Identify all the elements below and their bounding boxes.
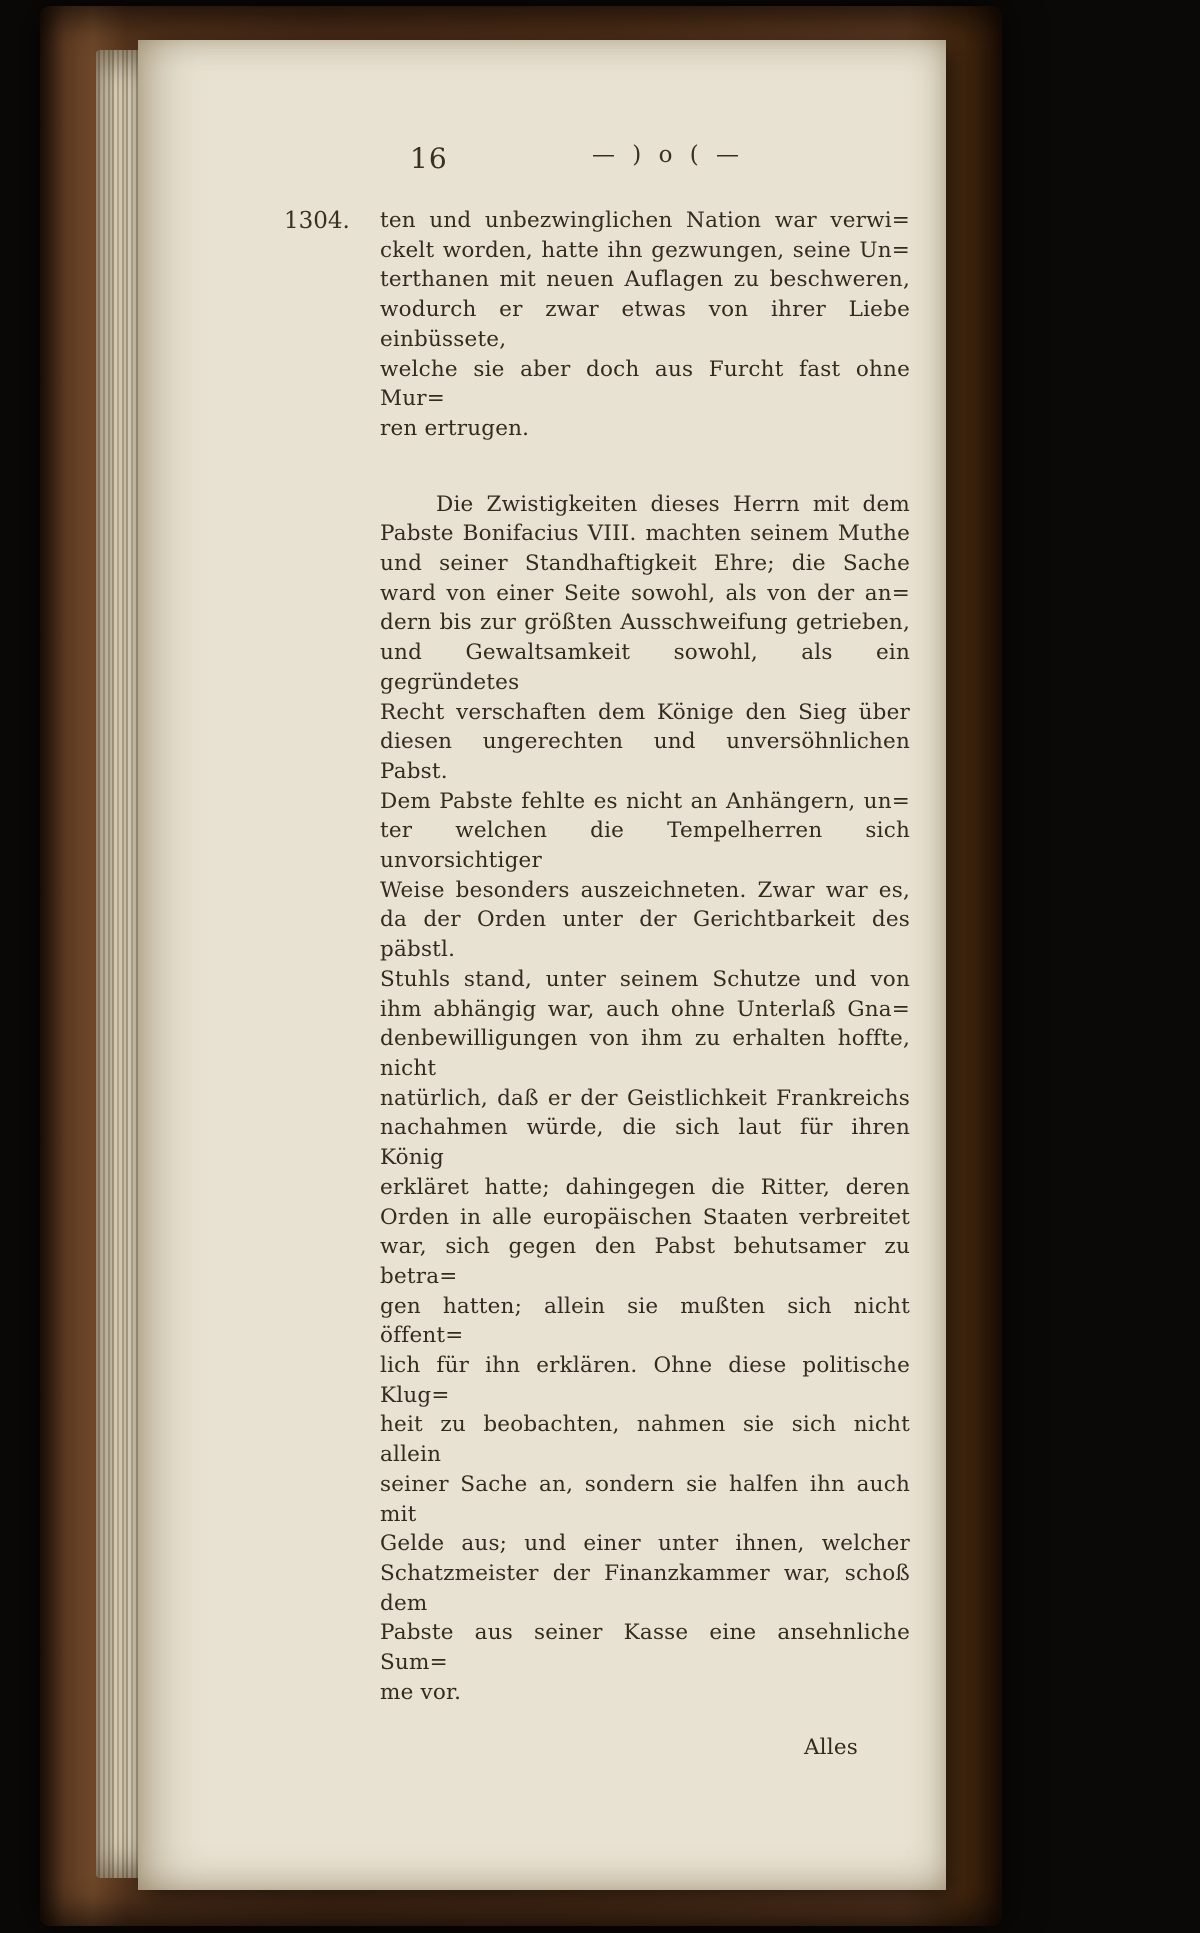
text-line: war, sich gegen den Pabst behutsamer zu betra= xyxy=(380,1234,910,1289)
text-line: Die Zwistigkeiten dieses Herrn mit dem xyxy=(436,491,910,517)
text-line: seiner Sache an, sondern sie halfen ihn auch mit xyxy=(380,1471,910,1527)
text-line: nachahmen würde, die sich laut für ihren König xyxy=(380,1115,910,1171)
catchword: Alles xyxy=(803,1735,858,1761)
text-line: Gelde aus; und einer unter ihnen, welcher xyxy=(380,1531,910,1557)
text-line: ter welchen die Tempelherren sich unvorsichtiger xyxy=(380,818,910,874)
book-page xyxy=(138,40,946,1890)
text-line: ckelt worden, hatte ihn gezwungen, seine Un= xyxy=(380,237,910,263)
text-line: erkläret hatte; dahingegen die Ritter, deren xyxy=(380,1174,910,1200)
text-line: Stuhls stand, unter seinem Schutze und von xyxy=(380,966,910,992)
text-block xyxy=(380,206,910,1763)
text-line: ten und unbezwinglichen Nation war verwi= xyxy=(380,208,910,233)
text-line: terthanen mit neuen Auflagen zu beschweren, xyxy=(380,267,910,293)
text-line: welche sie aber doch aus Furcht fast ohne Mur= xyxy=(380,356,910,412)
text-line: gen hatten; allein sie mußten sich nicht öffent= xyxy=(380,1293,910,1349)
text-line: ward von einer Seite sowohl, als von der an= xyxy=(380,580,910,606)
text-line: Schatzmeister der Finanzkammer war, schoß dem xyxy=(380,1560,910,1616)
text-line: da der Orden unter der Gerichtbarkeit des päbstl. xyxy=(380,907,910,963)
text-line: und Gewaltsamkeit sowohl, als ein gegründetes xyxy=(380,640,910,695)
text-line: Recht verschaften dem Könige den Sieg über xyxy=(380,699,910,725)
text-line: Weise besonders auszeichneten. Zwar war es, xyxy=(380,877,910,903)
text-line: natürlich, daß er der Geistlichkeit Frankreichs xyxy=(380,1085,910,1111)
text-line: diesen ungerechten und unversöhnlichen Pabst. xyxy=(380,729,910,784)
paragraph xyxy=(380,490,910,1708)
text-line: denbewilligungen von ihm zu erhalten hoffte, nicht xyxy=(380,1026,910,1081)
text-line: heit zu beobachten, nahmen sie sich nicht allein xyxy=(380,1412,910,1468)
text-line: Dem Pabste fehlte es nicht an Anhängern, un= xyxy=(380,788,910,814)
text-line: me vor. xyxy=(380,1679,462,1705)
text-line: wodurch er zwar etwas von ihrer Liebe einbüssete, xyxy=(380,297,910,352)
page-number: 16 xyxy=(410,142,448,175)
margin-year: 1304. xyxy=(284,208,350,234)
text-line: und seiner Standhaftigkeit Ehre; die Sache xyxy=(380,551,910,577)
text-line: dern bis zur größten Ausschweifung getrieben, xyxy=(380,610,910,636)
text-line: Orden in alle europäischen Staaten verbreitet xyxy=(380,1204,910,1230)
text-line: Pabste aus seiner Kasse eine ansehnliche Sum= xyxy=(380,1620,910,1676)
paragraph xyxy=(380,206,910,444)
text-line: lich für ihn erklären. Ohne diese politische Klug= xyxy=(380,1353,910,1408)
header-ornament: — ) o ( — xyxy=(591,142,745,168)
text-line: ihm abhängig war, auch ohne Unterlaß Gna= xyxy=(380,996,910,1022)
text-line: Pabste Bonifacius VIII. machten seinem Muthe xyxy=(380,521,910,547)
text-line: ren ertrugen. xyxy=(380,415,530,441)
paragraphs xyxy=(380,206,910,1707)
